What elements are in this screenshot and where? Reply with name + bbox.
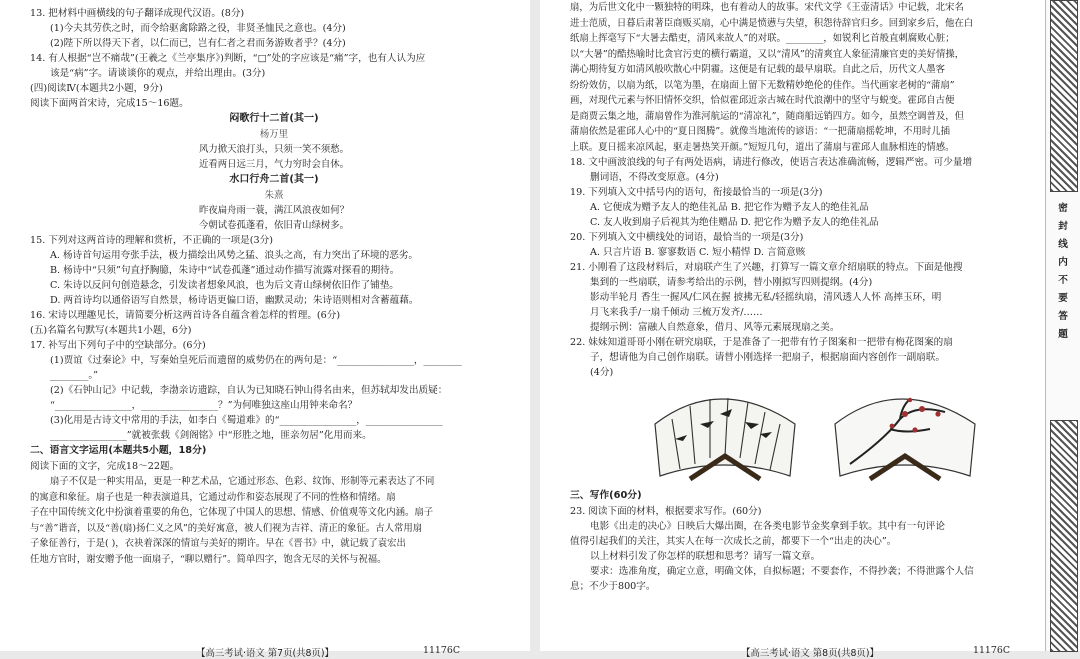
question-17-2: (2)《石钟山记》中记载，李渤亲访遗踪，自认为已知晓石钟山得名由来，但苏轼却发出质疑： <box>50 385 448 396</box>
binding-char: 密 <box>1058 203 1068 214</box>
passage-line: 纸扇上挥毫写下“大暑去酷吏，清风来故人”的对联。________，如锐利匕首般直刺腐败心脏； <box>570 33 955 44</box>
passage-line: 子在中国传统文化中扮演着重要的角色，它体现了中国人的思想、情感、价值观等文化内涵。扇子 <box>30 507 434 518</box>
binding-char: 题 <box>1058 329 1068 340</box>
section-dictation: (五)名篇名句默写(本题共1小题，6分) <box>30 325 192 336</box>
passage-line: 画，对现代元素与怀旧情怀交织，恰似霍邱近亲古城在时代浪潮中的坚守与蜕变。霍邱自古便 <box>570 95 955 106</box>
writing-requirements: 要求：选准角度，确定立意，明确文体，自拟标题；不要套作，不得抄袭；不得泄露个人信 <box>590 566 974 577</box>
passage-line: 进士范质，日暮后肃著臣商贩买扇，心中满是愤懑与失望，积怨待辞官归乡。回到家乡后，他在白 <box>570 17 974 29</box>
passage-line: 扇子不仅是一种实用品，更是一种艺术品，它通过形态、色彩、纹饰、形制等元素表达了不同 <box>50 476 435 487</box>
passage-line: 子象征善行，于是( )，衣袂着深深的情谊与美好的期许。早在《晋书》中，就记载了袁宏出 <box>30 538 406 549</box>
fan-images <box>570 384 1036 484</box>
writing-material: 值得引起我们的关注，其实人在每一次成长之前，都要下一个“出走的决心”。 <box>570 536 897 547</box>
question-22-cont: 子，想请他为自己创作扇联。请替小刚选择一把扇子，根据扇面内容创作一副扇联。 <box>590 352 945 363</box>
page-number: 【高三考试·语文 第8页(共8页)】 <box>741 648 879 659</box>
binding-char: 封 <box>1058 221 1068 232</box>
plum-blossom-fan-icon <box>835 398 975 479</box>
binding-char: 要 <box>1058 293 1068 304</box>
question-17-3-cont: ________________”就被张载《剑阁铭》中“形胜之地，匪亲勿居”化用而来。 <box>50 430 372 441</box>
question-19-options-ab: A. 它便成为赠予友人的绝佳礼品 B. 把它作为赠予友人的绝佳礼品 <box>590 202 869 213</box>
question-17-2-cont: “________________，________________？”为何唯独这座山用钟来命名？ <box>50 400 358 411</box>
passage-line: 与“善”谐音，以及“善(扇)扬仁义之风”的美好寓意，被人们视为吉祥、清正的象征。古人常用扇 <box>30 522 423 534</box>
exam-code: 11176C <box>423 645 460 656</box>
question-20-options: A. 只言片语 B. 寥寥数语 C. 短小精悍 D. 言简意赅 <box>590 247 806 258</box>
question-17: 17. 补写出下列句子中的空缺部分。(6分) <box>30 340 206 351</box>
question-20: 20. 下列填入文中横线处的词语，最恰当的一项是(3分) <box>570 232 804 243</box>
writing-material: 电影《出走的决心》日映后大爆出圈，在各类电影节金奖拿到手软。其中有一句评论 <box>590 521 945 532</box>
question-23 <box>570 504 1036 594</box>
question-17-1-cont: ________。” <box>50 370 99 381</box>
poem-2 <box>30 172 518 233</box>
question-16: 16. 宋诗以理趣见长，请简要分析这两首诗各自蕴含着怎样的哲理。(6分) <box>30 310 341 321</box>
reading-instruction: 阅读下面两首宋诗，完成15～16题。 <box>30 98 189 109</box>
section-3-heading: 三、写作(60分) <box>570 490 642 501</box>
outline-example: 提纲示例：富融人自然意象，借月、风等元素展现扇之美。 <box>590 322 840 333</box>
binding-text <box>1054 200 1072 344</box>
page-number: 【高三考试·语文 第7页(共8页)】 <box>196 648 334 659</box>
section-2-heading: 二、语言文字运用(本题共5小题，18分) <box>30 445 207 456</box>
option-a: A. 杨诗首句运用夸张手法，极力描绘出风势之猛、浪头之高，有力突出了环境的恶劣。 <box>50 250 418 261</box>
binding-char: 内 <box>1058 257 1068 268</box>
question-13-1: (1)今夫其劳佚之时，而令给驱禽除路之役，非贤圣恤民之意也。(4分) <box>50 23 346 34</box>
question-19-options-cd: C. 友人收到扇子后视其为绝佳赠品 D. 把它作为赠予友人的绝佳礼品 <box>590 217 879 228</box>
passage-line: 的寓意和象征。扇子也是一种表演道具，它通过动作和姿态展现了不同的性格和情绪。扇 <box>30 491 396 503</box>
poem-2-title: 水口行舟二首(其一) <box>229 174 319 185</box>
poem-1-author: 杨万里 <box>259 129 289 140</box>
poem-1-line: 近看两日远三月，气力穷时会自休。 <box>198 159 349 170</box>
questions-18-22 <box>570 155 1036 380</box>
passage-line: 任地方官时，谢安赠予他一面扇子，“聊以赠行”。简单四字，饱含无尽的关怀与祝福。 <box>30 553 387 565</box>
exam-page-8 <box>540 0 1080 659</box>
writing-requirements: 息；不少于800字。 <box>570 581 656 592</box>
option-c: C. 朱诗以反问句创造悬念，引发读者想象风浪，也为后文青山绿树依旧作了铺垫。 <box>50 280 399 291</box>
questions-13-14 <box>30 6 518 111</box>
poem-1-line: 风力掀天浪打头，只须一笑不须愁。 <box>198 144 349 155</box>
passage-line: 蒲扇依然是霍邱人心中的“夏日图腾”。就像当地流传的谚语：“一把蒲扇摇乾坤，不用时儿插 <box>570 126 951 137</box>
passage-line: 满心期待复方如清风般吹散心中阴霾。这便是有记载的最早扇联。自此之后，历代文人墨客 <box>570 64 946 75</box>
exam-code: 11176C <box>973 645 1010 656</box>
poem-2-line: 昨夜扁舟雨一蓑，满江风浪夜如何？ <box>198 205 349 216</box>
exam-page-7 <box>0 0 530 659</box>
question-19: 19. 下列填入文中括号内的语句，衔接最恰当的一项是(3分) <box>570 187 823 198</box>
binding-margin <box>1045 0 1080 651</box>
question-18: 18. 文中画波浪线的句子有两处语病，请进行修改，使语言表达准确流畅，逻辑严密。可少量增 <box>570 157 973 168</box>
fan-couplets-cont: 月飞来我手/一扇千倾动 三梳万发齐/…… <box>590 307 763 318</box>
questions-15-17 <box>30 233 518 443</box>
question-23-title: 23. 阅读下面的材料，根据要求写作。(60分) <box>570 506 762 517</box>
question-14-cont: 该是“病”字。请谈谈你的观点，并给出理由。(3分) <box>50 68 266 79</box>
passage-line: 是商贾云集之地，蒲扇曾作为淮河航运的“清凉礼”，随商船远销四方。如今，虽然空调普及，但 <box>570 110 964 122</box>
binding-char: 线 <box>1058 239 1068 250</box>
binding-pattern-top <box>1050 0 1078 192</box>
passage-fan-cont <box>570 0 1036 155</box>
question-21-cont: 集到的一些扇联，请参考给出的示例，替小刚拟写四则提纲。(4分) <box>590 277 873 288</box>
poem-2-author: 朱熹 <box>264 190 284 201</box>
passage-instruction: 阅读下面的文字，完成18～22题。 <box>30 461 180 472</box>
question-14: 14. 有人根据“岂不痛哉”(王羲之《兰亭集序》)判断，“□”处的字应该是“痛”字，也有人认为应 <box>30 53 426 64</box>
question-13-2: (2)陛下所以得天下者，以仁而已，岂有仁者之君而务游败者乎？(4分) <box>50 38 346 49</box>
fan-illustrations <box>570 384 1030 484</box>
question-13: 13. 把材料中画横线的句子翻译成现代汉语。(8分) <box>30 8 245 19</box>
question-17-1: (1)贾谊《过秦论》中，写秦始皇死后而遗留的威势仍在的两句是：“________________，________ <box>50 355 462 366</box>
question-18-cont: 删词语，不得改变原意。(4分) <box>590 172 719 183</box>
binding-char: 不 <box>1058 275 1068 286</box>
option-b: B. 杨诗中“只须”句直抒胸臆，朱诗中“试卷孤蓬”通过动作描写流露对探看的期待。 <box>50 265 400 276</box>
passage-line: 以“大暑”的酷热喻时比贪官污吏的横行霸道，又以“清风”的清爽宜人象征清廉官吏的美好情操， <box>570 48 965 60</box>
question-22-score: (4分) <box>590 367 614 378</box>
option-d: D. 两首诗均以通俗语写自然景，杨诗语更偏口语，幽默灵动；朱诗语则相对含蓄蕴藉。 <box>50 295 419 306</box>
poem-2-line: 今朝试卷孤蓬看，依旧青山绿树多。 <box>198 220 349 231</box>
binding-pattern-bottom <box>1050 420 1078 652</box>
passage-line: 扇，为后世文化中一颗独特的明珠，也有着动人的故事。宋代文学《王壶清话》中记载，北宋名 <box>570 2 964 13</box>
passage-line: 上联。夏日摇来凉风起，驱走暑热笑开颜。”短短几句，道出了蒲扇与霍邱人血脉相连的情感。 <box>570 141 955 153</box>
passage-line: 纷纷效仿，以扇为纸，以笔为墨，在扇面上留下无数精妙绝伦的佳作。当代画家老树的“蒲扇” <box>570 79 955 91</box>
poem-1 <box>30 111 518 172</box>
poem-1-title: 闷歌行十二首(其一) <box>229 113 319 124</box>
binding-char: 答 <box>1058 311 1068 322</box>
section-reading-4: (四)阅读Ⅳ(本题共2小题，9分) <box>30 83 163 94</box>
passage-fan <box>30 474 518 567</box>
question-21: 21. 小刚看了这段材料后，对扇联产生了兴趣，打算写一篇文章介绍扇联的特点。下面是他搜 <box>570 262 963 273</box>
writing-prompt: 以上材料引发了你怎样的联想和思考？请写一篇文章。 <box>590 551 821 562</box>
bamboo-fan-icon <box>655 398 795 479</box>
question-17-3: (3)化用是古诗文中常用的手法，如李白《蜀道难》的“________________，________________ <box>50 415 443 426</box>
question-22: 22. 妹妹知道哥哥小刚在研究扇联，于是准备了一把带有竹子图案和一把带有梅花图案的扇 <box>570 337 953 348</box>
fan-couplets: 影动半轮月 香生一握风/仁风在握 披拂无私/轻摇纨扇，清风透人人怀 高摔玉环，明 <box>590 292 942 303</box>
question-15: 15. 下列对这两首诗的理解和赏析，不正确的一项是(3分) <box>30 235 273 246</box>
